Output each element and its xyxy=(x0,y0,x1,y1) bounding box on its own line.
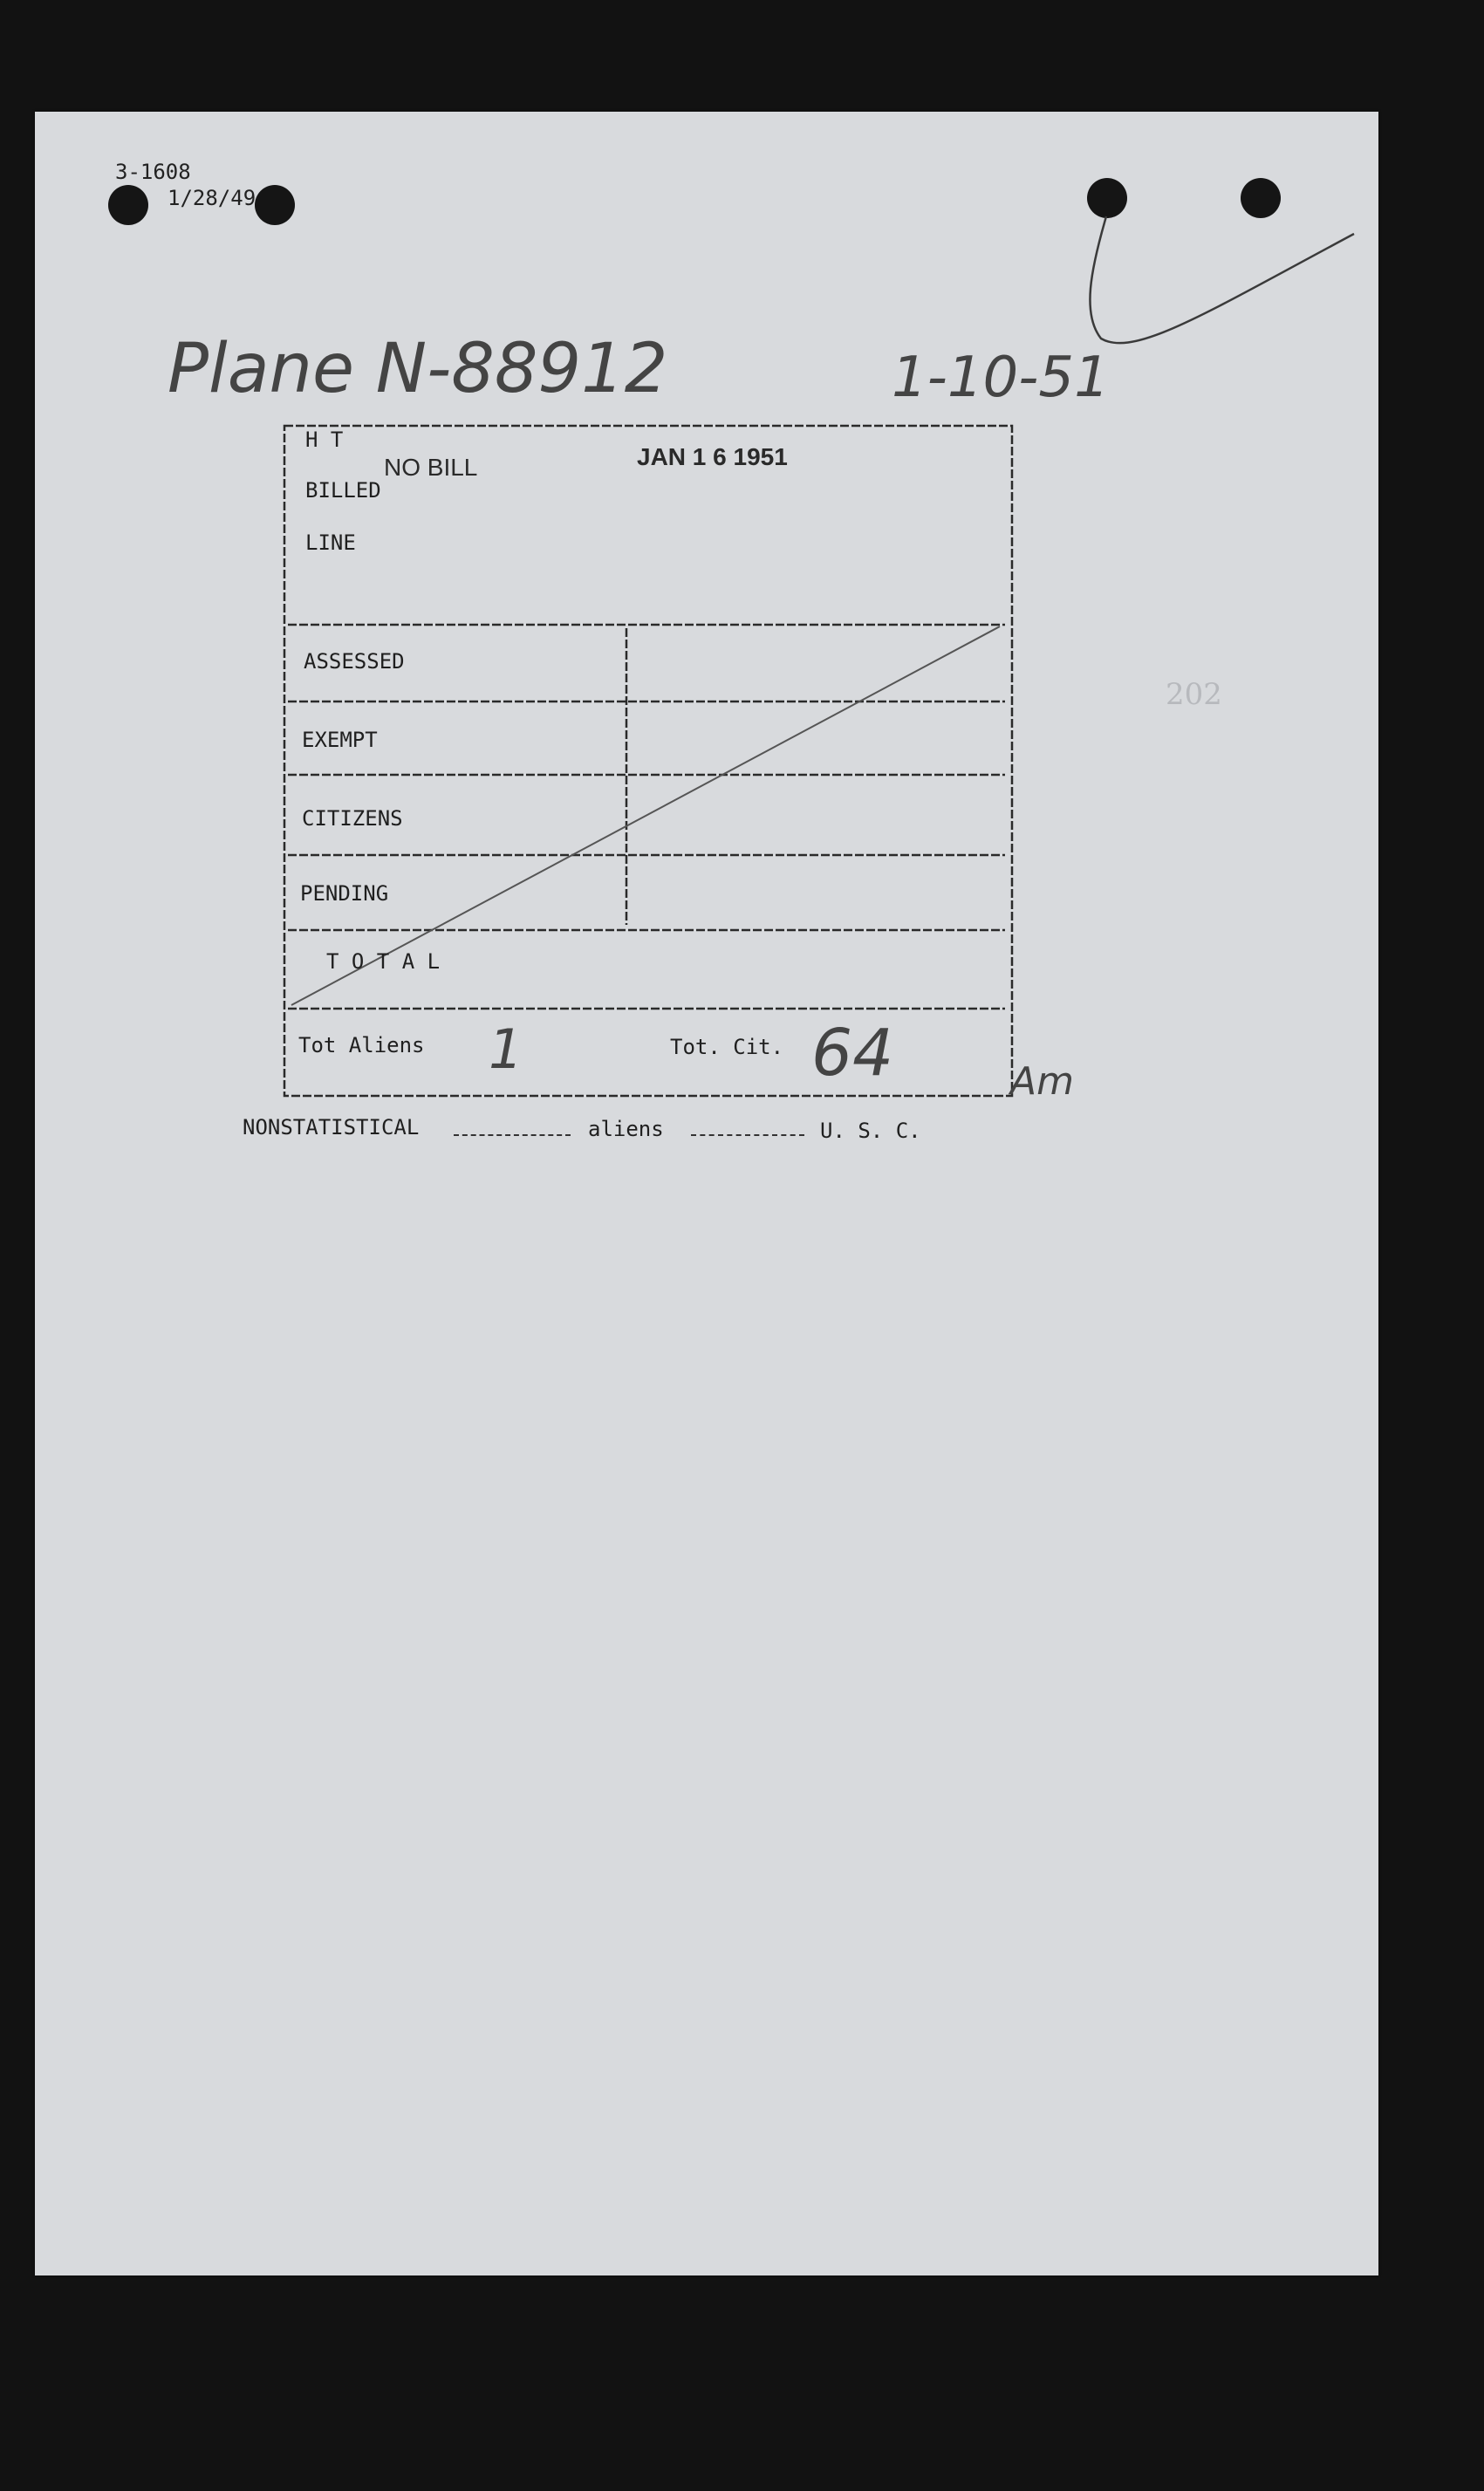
footer-nonstatistical: NONSTATISTICAL xyxy=(243,1115,420,1139)
handwritten-initials: Am xyxy=(1010,1059,1074,1104)
handwritten-plane-number: Plane N-88912 xyxy=(168,330,668,408)
label-billed: BILLED xyxy=(305,478,381,503)
blank-aliens xyxy=(454,1134,571,1136)
label-tot-aliens: Tot Aliens xyxy=(298,1033,425,1057)
row-total: T O T A L xyxy=(326,949,441,974)
label-line: LINE xyxy=(305,530,356,555)
form-date: 1/28/49 xyxy=(168,186,256,210)
handwritten-aliens-count: 1 xyxy=(489,1017,523,1081)
handwritten-citizens-count: 64 xyxy=(811,1016,894,1091)
handwritten-date: 1-10-51 xyxy=(892,346,1110,410)
stamp-no-bill: NO BILL xyxy=(384,454,478,481)
ink-stroke xyxy=(1090,216,1354,343)
row-assessed: ASSESSED xyxy=(304,649,405,674)
label-tot-cit: Tot. Cit. xyxy=(670,1035,784,1059)
footer-usc: U. S. C. xyxy=(820,1119,921,1143)
stamp-date: JAN 1 6 1951 xyxy=(637,443,788,470)
row-exempt: EXEMPT xyxy=(302,728,378,752)
row-citizens: CITIZENS xyxy=(302,806,403,831)
row-pending: PENDING xyxy=(300,881,389,906)
footer-aliens: aliens xyxy=(588,1117,664,1141)
bleed-through-number: 202 xyxy=(1166,677,1222,712)
label-ht: H T xyxy=(305,428,344,452)
blank-usc xyxy=(691,1134,804,1136)
form-number: 3-1608 xyxy=(115,160,191,184)
